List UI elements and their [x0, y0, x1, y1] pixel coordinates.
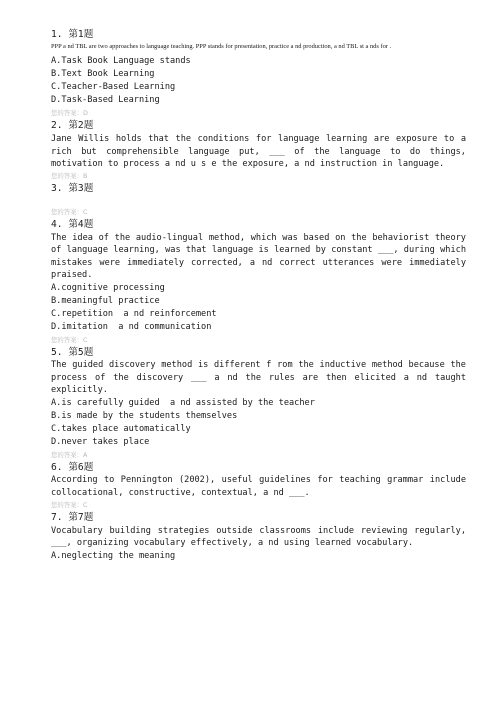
- question-title: 5. 第5题: [51, 346, 94, 358]
- answer-text: 您的答案：D: [51, 109, 88, 118]
- answer-text: 您的答案：B: [51, 172, 88, 181]
- answer-text: 您的答案：C: [51, 335, 88, 344]
- option-b: B.is made by the students themselves: [51, 410, 238, 421]
- answer-text: 您的答案：C: [51, 501, 88, 510]
- question-text: The guided discovery method is different f rom the inductive method because the process of the discovery ___ a nd the rules are then elicited a nd taught explicitly.: [51, 360, 466, 396]
- question-title: 2. 第2题: [51, 120, 94, 132]
- question-title: 3. 第3题: [51, 183, 94, 195]
- answer-text: 您的答案：C: [51, 208, 88, 217]
- option-a: A.Task Book Language stands: [51, 56, 191, 67]
- question-title: 4. 第4题: [51, 219, 94, 231]
- question-text: According to Pennington (2002), useful guidelines for teaching grammar include collocational, constructive, contextual, a nd ___.: [51, 475, 466, 498]
- question-6: [51, 461, 466, 512]
- question-title: 1. 第1题: [51, 29, 94, 40]
- question-text: The idea of the audio-lingual method, which was based on the behaviorist theory of language learning, was that language is learned by constant ___, during which mistakes were immediately corrected, a nd correct utterances were immediately praised.: [51, 233, 466, 281]
- question-5: [51, 346, 466, 461]
- option-b: B.Text Book Learning: [51, 69, 155, 80]
- option-a: A.neglecting the meaning: [51, 550, 176, 561]
- question-2: [51, 119, 466, 182]
- option-c: C.repetition a nd reinforcement: [51, 308, 217, 319]
- option-a: A.cognitive processing: [51, 282, 165, 293]
- option-a: A.is carefully guided a nd assisted by the teacher: [51, 397, 315, 408]
- option-d: D.Task-Based Learning: [51, 95, 160, 106]
- question-title: 7. 第7题: [51, 512, 94, 524]
- question-text: Vocabulary building strategies outside classrooms include reviewing regularly, ___, organizing vocabulary effectively, a nd using learned vocabulary.: [51, 526, 466, 549]
- question-text: PPP a nd TBL are two approaches to language teaching. PPP stands for presentation, practice a nd production, a nd TBL st a nds for .: [51, 42, 392, 50]
- question-title: 6. 第6题: [51, 461, 94, 473]
- question-1: [51, 28, 466, 119]
- option-c: C.Teacher-Based Learning: [51, 82, 176, 93]
- question-text: Jane Willis holds that the conditions for language learning are exposure to a rich but comprehensible language put, ___ of the language to do things, motivation to process a nd u s e the exposure, a nd instruction in language.: [51, 134, 466, 169]
- question-7: [51, 511, 466, 563]
- answer-text: 您的答案：A: [51, 450, 88, 459]
- option-d: D.imitation a nd communication: [51, 321, 212, 332]
- option-d: D.never takes place: [51, 436, 150, 447]
- option-c: C.takes place automatically: [51, 423, 191, 434]
- option-b: B.meaningful practice: [51, 295, 160, 306]
- question-3: [51, 182, 466, 218]
- question-4: [51, 218, 466, 345]
